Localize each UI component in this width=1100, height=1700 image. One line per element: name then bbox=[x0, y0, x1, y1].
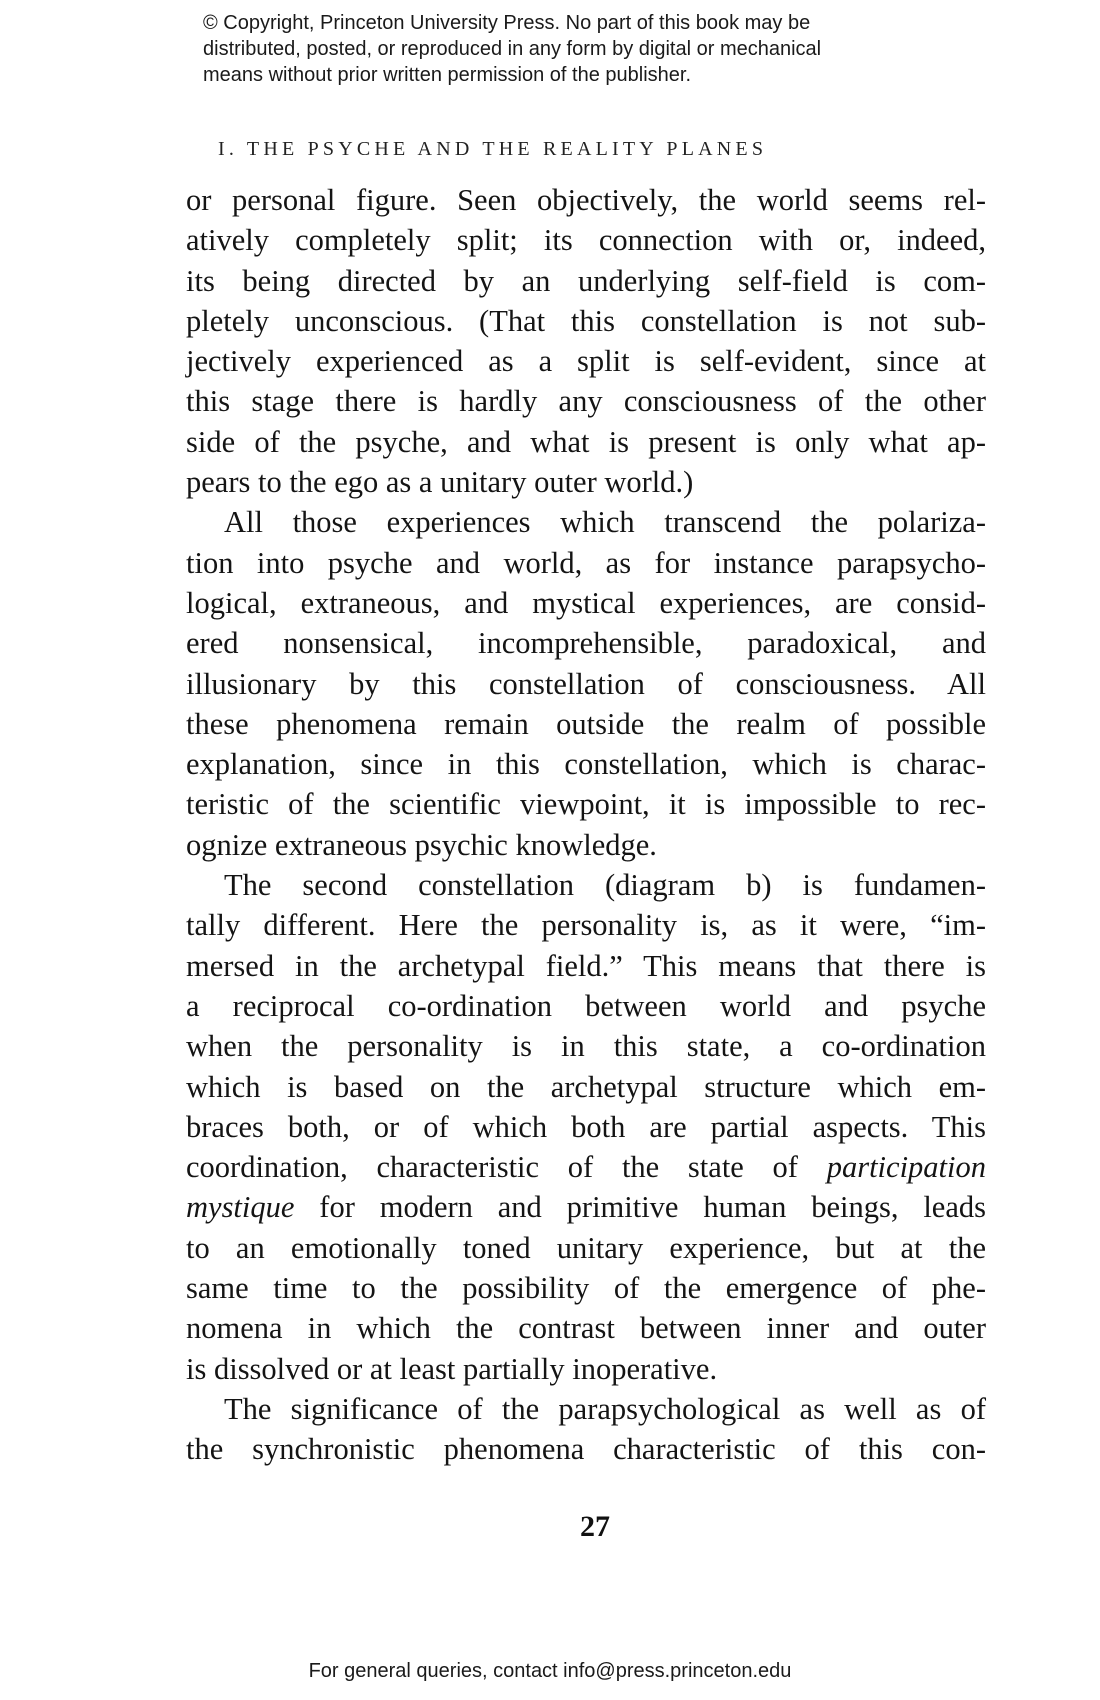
copyright-line: distributed, posted, or reproduced in any form by digital or mechanical bbox=[203, 38, 822, 60]
italic-term: mystique bbox=[186, 1190, 295, 1225]
text-line: tion into psyche and world, as for instance parapsycho- bbox=[186, 545, 986, 580]
paragraph-start-line: All those experiences which transcend the polariza- bbox=[224, 505, 986, 540]
text-line: atively completely split; its connection with or, indeed, bbox=[186, 223, 986, 258]
text-line: pears to the ego as a unitary outer world.) bbox=[186, 465, 694, 500]
text-line: braces both, or of which both are partial aspects. This bbox=[186, 1109, 986, 1144]
paragraph-start-line: The second constellation (diagram b) is fundamen- bbox=[224, 868, 986, 903]
text-line: pletely unconscious. (That this constellation is not sub- bbox=[186, 303, 986, 338]
text-line: ognize extraneous psychic knowledge. bbox=[186, 827, 657, 862]
text-fragment: for modern and primitive human beings, leads bbox=[319, 1190, 986, 1225]
body-text bbox=[186, 180, 986, 1470]
text-line: is dissolved or at least partially inoperative. bbox=[186, 1351, 718, 1386]
text-fragment: coordination, characteristic of the state of bbox=[186, 1150, 798, 1185]
text-line: jectively experienced as a split is self-evident, since at bbox=[186, 344, 986, 379]
text-line: a reciprocal co-ordination between world and psyche bbox=[186, 988, 986, 1023]
text-line: ered nonsensical, incomprehensible, paradoxical, and bbox=[186, 626, 986, 661]
text-line bbox=[186, 1187, 986, 1227]
text-line: same time to the possibility of the emergence of phe- bbox=[186, 1271, 986, 1306]
running-head: I. THE PSYCHE AND THE REALITY PLANES bbox=[218, 138, 768, 160]
text-line: its being directed by an underlying self-field is com- bbox=[186, 263, 986, 298]
text-line: logical, extraneous, and mystical experiences, are consid- bbox=[186, 585, 986, 620]
footer-contact: For general queries, contact info@press.princeton.edu bbox=[308, 1660, 792, 1682]
text-line: this stage there is hardly any consciousness of the other bbox=[186, 384, 986, 419]
text-line: mersed in the archetypal field.” This means that there is bbox=[186, 948, 986, 983]
text-line: the synchronistic phenomena characteristic of this con- bbox=[186, 1432, 986, 1467]
text-line: which is based on the archetypal structure which em- bbox=[186, 1069, 986, 1104]
page-number: 27 bbox=[580, 1510, 610, 1543]
copyright-line: means without prior written permission of the publisher. bbox=[203, 64, 692, 86]
text-line: to an emotionally toned unitary experience, but at the bbox=[186, 1230, 986, 1265]
text-line: side of the psyche, and what is present is only what ap- bbox=[186, 424, 986, 459]
text-line: explanation, since in this constellation, which is charac- bbox=[186, 747, 986, 782]
text-line: tally different. Here the personality is, as it were, “im- bbox=[186, 908, 986, 943]
text-line: when the personality is in this state, a co-ordination bbox=[186, 1029, 986, 1064]
text-line: these phenomena remain outside the realm of possible bbox=[186, 706, 986, 741]
text-line: nomena in which the contrast between inner and outer bbox=[186, 1311, 986, 1346]
text-line bbox=[186, 1147, 986, 1187]
copyright-line: © Copyright, Princeton University Press. No part of this book may be bbox=[203, 12, 811, 34]
paragraph-start-line: The significance of the parapsychological as well as of bbox=[224, 1391, 986, 1426]
italic-term: participation bbox=[826, 1150, 986, 1185]
copyright-notice bbox=[203, 10, 923, 88]
text-line: teristic of the scientific viewpoint, it is impossible to rec- bbox=[186, 787, 986, 822]
text-line: illusionary by this constellation of consciousness. All bbox=[186, 666, 986, 701]
text-line: or personal figure. Seen objectively, the world seems rel- bbox=[186, 183, 986, 217]
